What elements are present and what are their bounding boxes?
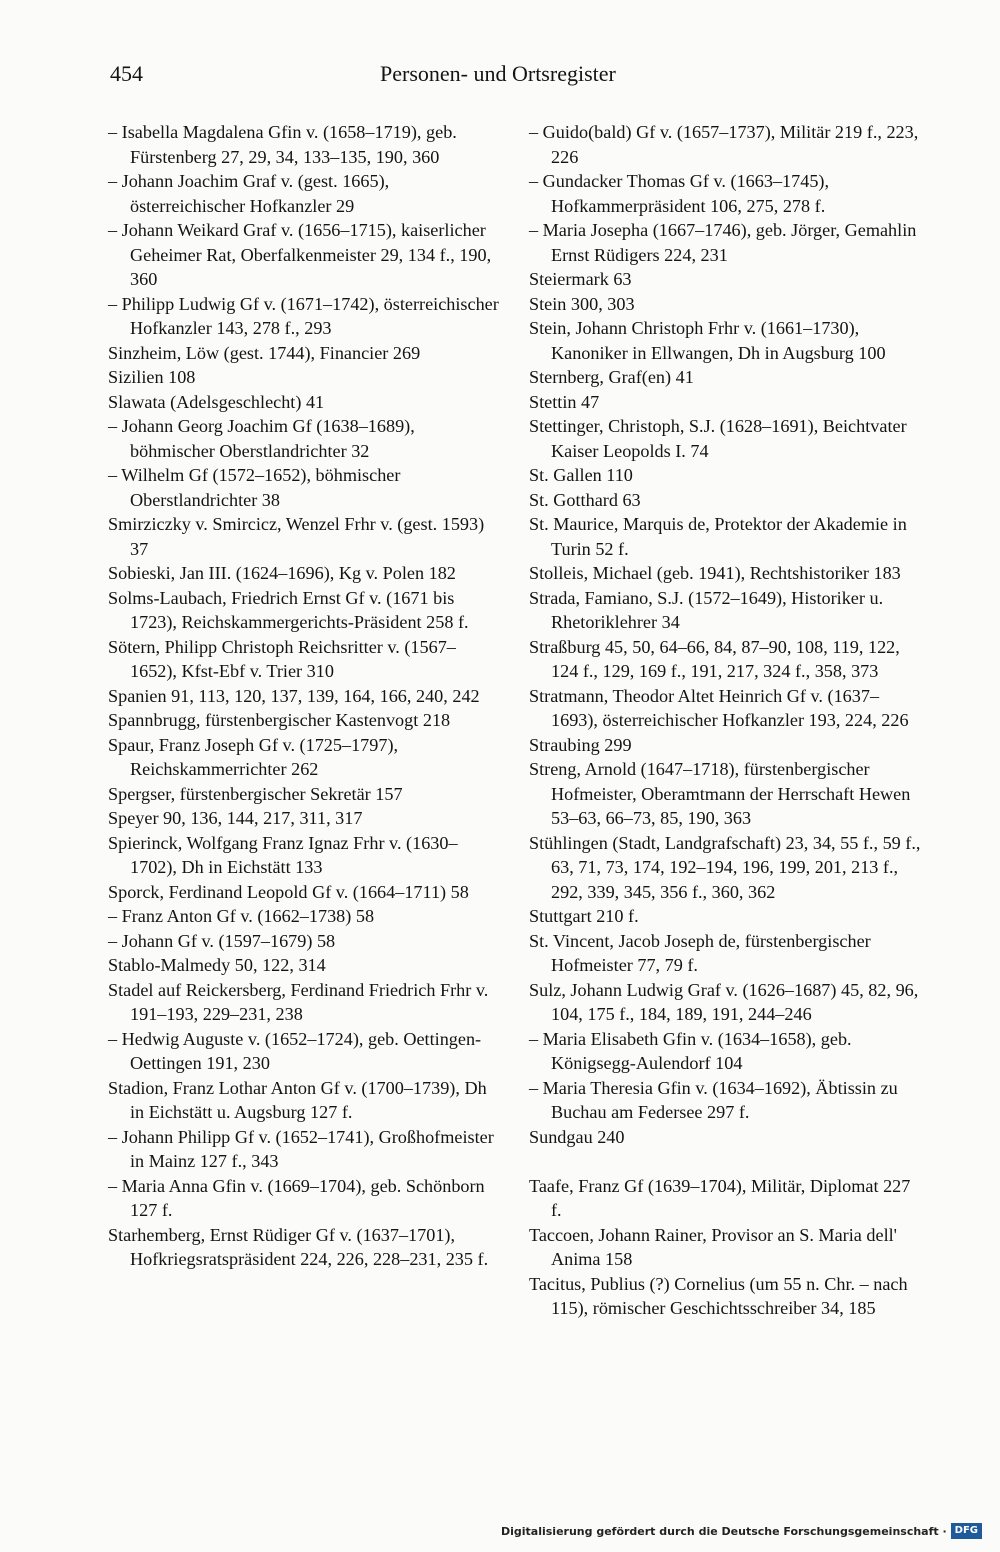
index-entry: Tacitus, Publius (?) Cornelius (um 55 n. Chr. – nach 115), römischer Geschichtsschreiber 34, 185: [529, 1273, 908, 1318]
index-entry: Sporck, Ferdinand Leopold Gf v. (1664–1711) 58: [108, 881, 469, 902]
index-entry: – Johann Georg Joachim Gf (1638–1689), böhmischer Oberstlandrichter 32: [108, 416, 415, 461]
index-entry: Taafe, Franz Gf (1639–1704), Militär, Diplomat 227 f.: [529, 1175, 911, 1220]
index-entry: St. Vincent, Jacob Joseph de, fürstenbergischer Hofmeister 77, 79 f.: [529, 930, 871, 975]
index-entry: Sinzheim, Löw (gest. 1744), Financier 269: [108, 342, 421, 363]
index-entry: St. Maurice, Marquis de, Protektor der Akademie in Turin 52 f.: [529, 514, 907, 559]
index-entry: – Isabella Magdalena Gfin v. (1658–1719), geb. Fürstenberg 27, 29, 34, 133–135, 190, 360: [108, 122, 457, 167]
index-entry: Streng, Arnold (1647–1718), fürstenbergischer Hofmeister, Oberamtmann der Herrschaft Hewen 53–63, 66–73, 85, 190, 363: [529, 759, 911, 828]
index-entry: Steiermark 63: [529, 269, 632, 289]
index-entry: – Hedwig Auguste v. (1652–1724), geb. Oettingen-Oettingen 191, 230: [108, 1028, 482, 1073]
index-entry: Sobieski, Jan III. (1624–1696), Kg v. Polen 182: [108, 563, 456, 583]
index-entry: St. Gallen 110: [529, 465, 633, 485]
index-entry: – Philipp Ludwig Gf v. (1671–1742), österreichischer Hofkanzler 143, 278 f., 293: [108, 293, 499, 338]
index-entry: Straßburg 45, 50, 64–66, 84, 87–90, 108, 119, 122, 124 f., 129, 169 f., 191, 217, 324 f., 358, 373: [529, 636, 900, 681]
index-entry: Stuttgart 210 f.: [529, 906, 639, 926]
index-entry: Sötern, Philipp Christoph Reichsritter v. (1567–1652), Kfst-Ebf v. Trier 310: [108, 636, 456, 681]
index-entry: Strada, Famiano, S.J. (1572–1649), Historiker u. Rhetoriklehrer 34: [529, 587, 884, 632]
index-entry: St. Gotthard 63: [529, 489, 641, 510]
index-entry: – Johann Weikard Graf v. (1656–1715), kaiserlicher Geheimer Rat, Oberfalkenmeister 29, 134 f., 190, 360: [108, 220, 492, 289]
index-entry: Slawata (Adelsgeschlecht) 41: [108, 391, 325, 412]
index-entry: Solms-Laubach, Friedrich Ernst Gf v. (1671 bis 1723), Reichskammergerichts-Präsident 258 f.: [108, 587, 469, 632]
index-entry: – Johann Joachim Graf v. (gest. 1665), österreichischer Hofkanzler 29: [108, 171, 390, 216]
index-entry: – Johann Gf v. (1597–1679) 58: [108, 930, 336, 951]
page-number: 454: [110, 61, 143, 86]
index-entry: Stratmann, Theodor Altet Heinrich Gf v. (1637–1693), österreichischer Hofkanzler 193, 224, 226: [529, 685, 909, 730]
index-entry: Stettinger, Christoph, S.J. (1628–1691), Beichtvater Kaiser Leopolds I. 74: [529, 416, 907, 461]
index-entry: Stolleis, Michael (geb. 1941), Rechtshistoriker 183: [529, 563, 901, 583]
index-entry: – Johann Philipp Gf v. (1652–1741), Großhofmeister in Mainz 127 f., 343: [108, 1126, 494, 1171]
index-entry: Spergser, fürstenbergischer Sekretär 157: [108, 783, 403, 804]
index-entry: Spanien 91, 113, 120, 137, 139, 164, 166, 240, 242: [108, 685, 480, 706]
index-entry: Spaur, Franz Joseph Gf v. (1725–1797), Reichskammerrichter 262: [108, 734, 399, 779]
index-entry: – Gundacker Thomas Gf v. (1663–1745), Hofkammerpräsident 106, 275, 278 f.: [529, 171, 830, 216]
index-entry: Stadion, Franz Lothar Anton Gf v. (1700–1739), Dh in Eichstätt u. Augsburg 127 f.: [108, 1077, 487, 1122]
index-entry: Starhemberg, Ernst Rüdiger Gf v. (1637–1701), Hofkriegsratspräsident 224, 226, 228–231, 235 f.: [108, 1224, 489, 1269]
index-entry: Sizilien 108: [108, 367, 196, 387]
index-entry: Stühlingen (Stadt, Landgrafschaft) 23, 34, 55 f., 59 f., 63, 71, 73, 174, 192–194, 196, 199, 201, 213 f., 292, 339, 345, 356 f., 360, 362: [529, 832, 921, 902]
left-index-column: [108, 120, 500, 1272]
index-entry: Smirziczky v. Smircicz, Wenzel Frhr v. (gest. 1593) 37: [108, 514, 485, 559]
right-index-column: [529, 120, 921, 1321]
index-entry: – Maria Theresia Gfin v. (1634–1692), Äbtissin zu Buchau am Federsee 297 f.: [529, 1077, 898, 1122]
index-entry: – Maria Elisabeth Gfin v. (1634–1658), geb. Königsegg-Aulendorf 104: [529, 1028, 852, 1073]
index-entry: Sundgau 240: [529, 1126, 625, 1147]
index-entry: – Wilhelm Gf (1572–1652), böhmischer Oberstlandrichter 38: [108, 465, 401, 510]
page-header: [110, 58, 650, 90]
index-entry: Speyer 90, 136, 144, 217, 311, 317: [108, 808, 363, 828]
index-entry: Stettin 47: [529, 391, 600, 412]
dfg-logo: DFG: [951, 1523, 982, 1539]
footer-credit: Digitalisierung gefördert durch die Deutsche Forschungsgemeinschaft ·: [500, 1524, 947, 1538]
index-entry: Taccoen, Johann Rainer, Provisor an S. Maria dell' Anima 158: [529, 1224, 897, 1269]
index-entry: – Maria Anna Gfin v. (1669–1704), geb. Schönborn 127 f.: [108, 1175, 485, 1220]
digitization-footer: [501, 1520, 982, 1542]
index-entry: Spannbrugg, fürstenbergischer Kastenvogt 218: [108, 710, 451, 730]
index-entry: – Guido(bald) Gf v. (1657–1737), Militär 219 f., 223, 226: [529, 122, 919, 167]
index-entry: – Franz Anton Gf v. (1662–1738) 58: [108, 906, 375, 926]
index-entry: Stadel auf Reickersberg, Ferdinand Friedrich Frhr v. 191–193, 229–231, 238: [108, 979, 489, 1024]
index-entry: Straubing 299: [529, 734, 632, 755]
index-entry: Stablo-Malmedy 50, 122, 314: [108, 955, 326, 975]
index-entry: Sternberg, Graf(en) 41: [529, 367, 694, 387]
index-entry: Spierinck, Wolfgang Franz Ignaz Frhr v. (1630–1702), Dh in Eichstätt 133: [108, 832, 458, 877]
index-entry: Stein, Johann Christoph Frhr v. (1661–1730), Kanoniker in Ellwangen, Dh in Augsburg 100: [529, 318, 886, 363]
running-title: Personen- und Ortsregister: [380, 61, 616, 86]
index-entry: Stein 300, 303: [529, 293, 635, 314]
index-entry: Sulz, Johann Ludwig Graf v. (1626–1687) 45, 82, 96, 104, 175 f., 184, 189, 191, 244–246: [529, 979, 919, 1024]
index-entry: – Maria Josepha (1667–1746), geb. Jörger, Gemahlin Ernst Rüdigers 224, 231: [529, 220, 917, 265]
